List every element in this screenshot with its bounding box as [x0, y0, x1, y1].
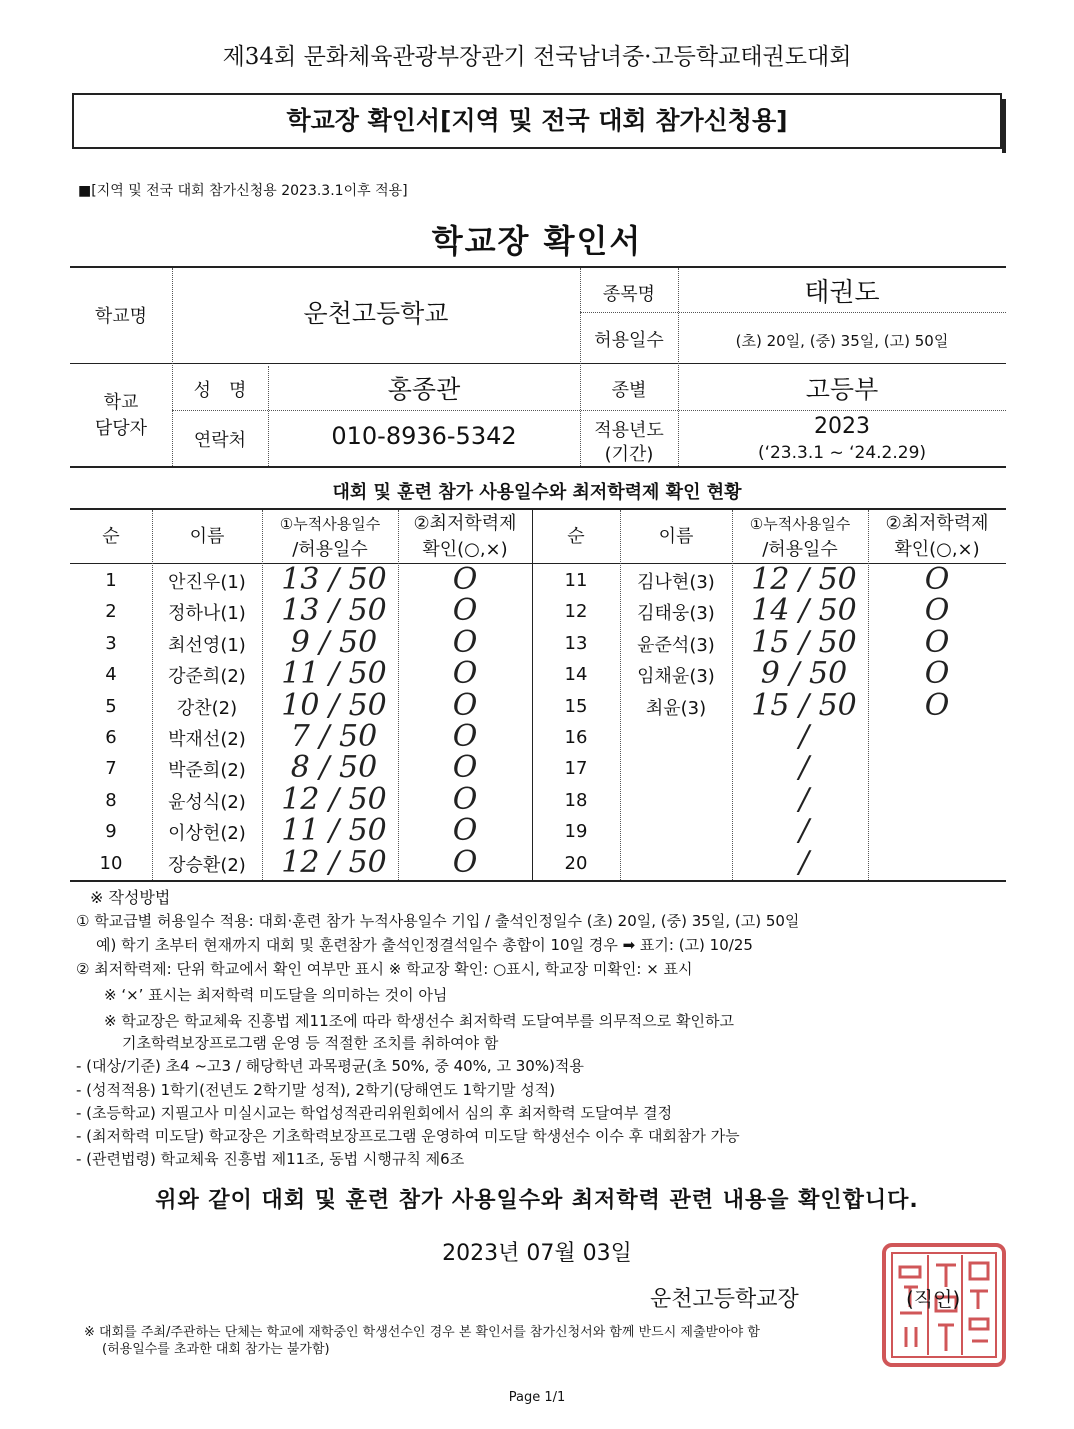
info-divider [580, 312, 1006, 313]
row-number: 14 [564, 664, 588, 686]
usage-days: / [798, 781, 810, 817]
grade-check-mark: O [924, 593, 950, 629]
grade-check-mark: O [924, 562, 950, 597]
instruction-line: ※ ‘×’ 표시는 최저학력 미도달을 의미하는 것이 아님 [104, 986, 448, 1004]
status-divider [262, 510, 263, 880]
instruction-line: - (성적적용) 1학기(전년도 2학기말 성적), 2학기(당해연도 1학기말 성적) [76, 1081, 556, 1099]
usage-days: 15 / 50 [751, 687, 857, 723]
row-number: 2 [105, 601, 117, 623]
row-number: 5 [105, 695, 117, 717]
grade-check-mark: O [924, 656, 950, 692]
row-number: 4 [105, 664, 117, 686]
notice-text: ■[지역 및 전국 대회 참가신청용 2023.3.1이후 적용] [78, 183, 408, 199]
manager-name-value: 홍종관 [387, 375, 461, 404]
row-number: 7 [105, 758, 117, 780]
instruction-line: 기초학력보장프로그램 운영 등 적절한 조치를 취하여야 함 [122, 1034, 499, 1052]
header-check: ②최저학력제 [885, 513, 989, 534]
usage-days: / [798, 813, 810, 849]
header-usage: ①누적사용일수 [279, 515, 381, 533]
contact-label: 연락처 [193, 430, 247, 451]
row-number: 6 [105, 727, 117, 748]
grade-check-mark: O [452, 593, 478, 629]
info-top-border [70, 266, 1006, 268]
grade-check-mark: O [452, 844, 478, 880]
grade-check-mark: O [452, 624, 478, 660]
instruction-line: ② 최저학력제: 단위 학교에서 확인 여부만 표시 ※ 학교장 확인: ○표시, 학교장 미확인: × 표시 [76, 960, 693, 978]
student-name: 박준희(2) [168, 760, 246, 782]
document-date: 2023년 07월 03일 [442, 1241, 632, 1266]
footer-note-line: ※ 대회를 주최/주관하는 단체는 학교에 재학중인 학생선수인 경우 본 확인서를 참가신청서와 함께 반드시 제출받아야 함 [84, 1325, 760, 1340]
header-usage: /허용일수 [292, 539, 368, 560]
usage-days: 9 / 50 [290, 624, 378, 660]
usage-days: 11 / 50 [281, 813, 387, 849]
row-number: 8 [105, 789, 117, 811]
manager-label: 학교 [103, 392, 139, 413]
school-label: 학교명 [94, 306, 148, 327]
row-number: 13 [564, 632, 588, 654]
grade-check-mark: O [452, 562, 478, 597]
row-number: 16 [564, 727, 588, 748]
grade-check-mark: O [452, 750, 478, 786]
usage-days: 10 / 50 [281, 687, 387, 723]
usage-days: 12 / 50 [281, 781, 387, 817]
status-bottom-border [70, 880, 1006, 882]
principal-name: 운천고등학교장 [650, 1287, 799, 1312]
year-label: (기간) [604, 444, 654, 465]
header-check: ②최저학력제 [413, 513, 517, 534]
grade-check-mark: O [452, 813, 478, 849]
usage-days: 7 / 50 [290, 719, 378, 754]
student-name: 임채윤(3) [637, 666, 715, 688]
instruction-line: ※ 학교장은 학교체육 진흥법 제11조에 따라 학생선수 최저학력 도달여부를 의무적으로 확인하고 [104, 1012, 734, 1030]
status-top-border [70, 508, 1006, 510]
main-title: 학교장 확인서 [431, 222, 643, 260]
name-label: 성 명 [193, 380, 247, 401]
header-usage: ①누적사용일수 [749, 515, 851, 533]
info-divider [70, 363, 1006, 364]
header-name: 이름 [189, 526, 225, 547]
document-title: 학교장 확인서[지역 및 전국 대회 참가신청용] [72, 93, 1002, 149]
usage-days: 9 / 50 [760, 656, 848, 692]
row-number: 19 [564, 821, 588, 843]
row-number: 15 [564, 695, 588, 717]
page-number: Page 1/1 [508, 1390, 566, 1405]
usage-days: 15 / 50 [751, 624, 857, 660]
division-label: 종별 [611, 380, 647, 401]
sport-value: 태권도 [804, 278, 880, 308]
year-value: 2023 [814, 414, 870, 439]
student-name: 강준희(2) [168, 666, 246, 688]
row-number: 17 [564, 758, 588, 780]
student-name: 최윤(3) [645, 697, 707, 719]
header-no: 순 [102, 526, 120, 547]
seal-label: (직인) [906, 1287, 961, 1311]
footer-note [84, 1324, 760, 1358]
status-divider [732, 510, 733, 880]
row-number: 9 [105, 821, 117, 843]
usage-days: 12 / 50 [281, 844, 387, 880]
header-name: 이름 [658, 526, 694, 547]
row-number: 1 [105, 570, 117, 591]
event-title: 제34회 문화체육관광부장관기 전국남녀중·고등학교태권도대회 [222, 44, 852, 70]
student-name: 최선영(1) [168, 634, 246, 656]
status-title: 대회 및 훈련 참가 사용일수와 최저학력제 확인 현황 [332, 482, 742, 503]
instruction-line: ※ 작성방법 [90, 888, 171, 907]
usage-days: / [798, 750, 810, 786]
row-number: 20 [564, 852, 588, 874]
student-name: 안진우(1) [168, 572, 246, 593]
instruction-line: - (관련법령) 학교체육 진흥법 제11조, 동법 시행규칙 제6조 [76, 1150, 465, 1168]
period-value: (‘23.3.1 ~ ‘24.2.29) [757, 443, 927, 463]
instruction-line: 예) 학기 초부터 현재까지 대회 및 훈련참가 출석인정결석일수 총합이 10일 경우 ➡ 표기: (고) 10/25 [96, 936, 753, 954]
allowed-days-label: 허용일수 [594, 330, 664, 351]
grade-check-mark: O [452, 719, 478, 754]
contact-value: 010-8936-5342 [331, 422, 517, 450]
grade-check-mark: O [452, 656, 478, 692]
student-name: 박재선(2) [168, 729, 246, 750]
division-value: 고등부 [805, 375, 879, 404]
grade-check-mark: O [924, 624, 950, 660]
confirm-statement: 위와 같이 대회 및 훈련 참가 사용일수와 최저학력 관련 내용을 확인합니다. [155, 1188, 919, 1213]
usage-days: 13 / 50 [281, 593, 387, 629]
usage-days: / [798, 844, 810, 880]
info-bottom-border [70, 466, 1006, 468]
grade-check-mark: O [924, 687, 950, 723]
usage-days: / [798, 719, 810, 754]
student-name: 김태웅(3) [637, 603, 715, 625]
student-name: 김나현(3) [637, 572, 715, 593]
usage-days: 12 / 50 [751, 562, 857, 597]
row-number: 12 [564, 601, 588, 623]
header-check: 확인(○,×) [894, 539, 980, 560]
sport-label: 종목명 [602, 284, 656, 305]
year-label: 적용년도 [594, 420, 664, 441]
manager-label: 담당자 [94, 418, 148, 439]
row-number: 18 [564, 789, 588, 811]
grade-check-mark: O [452, 687, 478, 723]
usage-days: 8 / 50 [290, 750, 378, 786]
student-name: 장승환(2) [168, 854, 246, 876]
usage-days: 11 / 50 [281, 656, 387, 692]
header-usage: /허용일수 [762, 539, 838, 560]
student-name: 강찬(2) [176, 697, 238, 719]
info-divider [172, 410, 1006, 411]
usage-days: 13 / 50 [281, 562, 387, 597]
allowed-days-value: (초) 20일, (중) 35일, (고) 50일 [735, 332, 949, 350]
student-name: 정하나(1) [168, 603, 246, 625]
student-name: 윤성식(2) [168, 791, 246, 813]
grade-check-mark: O [452, 781, 478, 817]
student-name: 이상헌(2) [168, 823, 246, 845]
usage-days: 14 / 50 [751, 593, 857, 629]
header-check: 확인(○,×) [422, 539, 508, 560]
school-value: 운천고등학교 [303, 299, 449, 328]
row-number: 11 [564, 570, 588, 591]
instruction-line: - (대상/기준) 초4 ~고3 / 해당학년 과목평균(초 50%, 중 40%, 고 30%)적용 [76, 1057, 584, 1075]
instruction-line: ① 학교급별 허용일수 적용: 대회·훈련 참가 누적사용일수 기입 / 출석인정일수 (초) 20일, (중) 35일, (고) 50일 [76, 912, 800, 930]
instruction-line: - (최저학력 미도달) 학교장은 기초학력보장프로그램 운영하여 미도달 학생선수 이수 후 대회참가 가능 [76, 1127, 740, 1145]
row-number: 3 [105, 632, 117, 654]
row-number: 10 [99, 852, 123, 874]
student-name: 윤준석(3) [637, 634, 715, 656]
header-no: 순 [567, 526, 585, 547]
footer-note-line: (허용일수를 초과한 대회 참가는 불가함) [102, 1342, 330, 1357]
instruction-line: - (초등학교) 지필고사 미실시교는 학업성적관리위원회에서 심의 후 최저학력 도달여부 결정 [76, 1104, 673, 1122]
